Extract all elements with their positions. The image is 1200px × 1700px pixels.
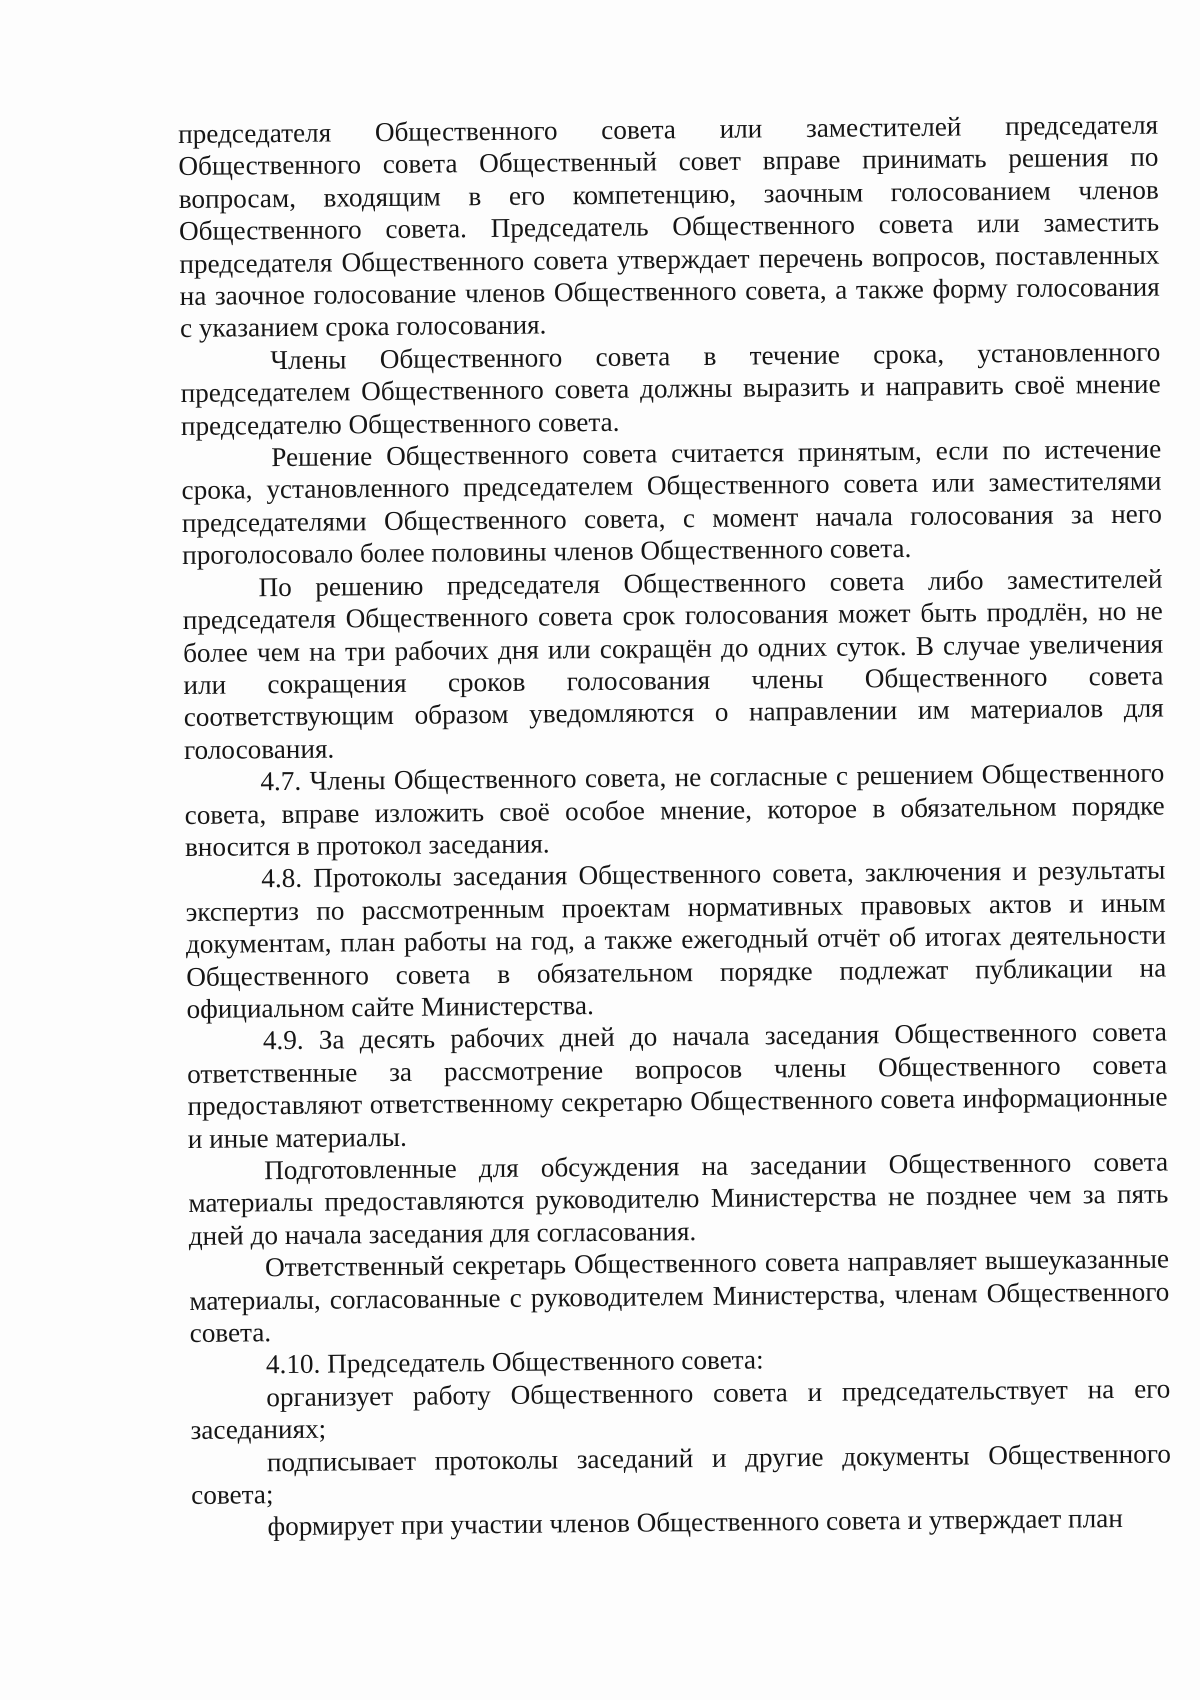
paragraph-materials-approval: Подготовленные для обсуждения на заседании Общественного совета материалы предоставляются руководителю Министерства не позднее чем за пять дней до начала заседания для согласования.: [188, 1146, 1169, 1251]
paragraph-voting-term: По решению председателя Общественного совета либо заместителей председателя Общественного совета срок голосования может быть продлён, но не более чем на три рабочих дня или сокращён до одних суток. В случае увеличения или сокращения сроков голосования члены Общественного совета соответствующим образом уведомляются о направлении им материалов для голосования.: [182, 563, 1164, 765]
paragraph-secretary-sends: Ответственный секретарь Общественного совета направляет вышеуказанные материалы, согласованные с руководителем Министерства, членам Общественного совета.: [189, 1243, 1170, 1348]
paragraph-4-9: 4.9. За десять рабочих дней до начала заседания Общественного совета ответственные за рассмотрение вопросов члены Общественного совета предоставляют ответственному секретарю Общественного совета информационные и иные материалы.: [187, 1016, 1168, 1154]
document-body: [178, 109, 1172, 1544]
paragraph-decision-adopted: Решение Общественного совета считается принятым, если по истечение срока, установленного председателем Общественного совета или заместителями председателями Общественного совета, с момент начала голосования за него проголосовало более половины членов Общественного совета.: [181, 433, 1162, 571]
paragraph-forms-plan: формирует при участии членов Общественного совета и утверждает план: [267, 1503, 1123, 1542]
paragraph-signs-protocols: подписывает протоколы заседаний и другие документы Общественного совета;: [191, 1438, 1172, 1510]
paragraph-4-10: 4.10. Председатель Общественного совета:: [265, 1344, 764, 1380]
paragraph-organizes-work: организует работу Общественного совета и председательствует на его заседаниях;: [190, 1373, 1171, 1446]
paragraph-member-opinion: Члены Общественного совета в течение срока, установленного председателем Общественного совета должны выразить и направить своё мнение председателю Общественного совета.: [180, 336, 1161, 441]
paragraph-remote-voting: председателя Общественного совета или заместителей председателя Общественного совета Общественный совет вправе принимать решения по вопросам, входящим в его компетенцию, заочным голосованием членов Общественного совета. Председатель Общественного совета или заместить председателя Общественного совета утверждает перечень вопросов, поставленных на заочное голосование членов Общественного совета, а также форму голосования с указанием срока голосования.: [178, 109, 1160, 344]
paragraph-4-7: 4.7. Члены Общественного совета, не согласные с решением Общественного совета, вправе изложить своё особое мнение, которое в обязательном порядке вносится в протокол заседания.: [184, 757, 1165, 862]
paragraph-4-8: 4.8. Протоколы заседания Общественного совета, заключения и результаты экспертиз по рассмотренным проектам нормативных правовых актов и иным документам, план работы на год, а также ежегодный отчёт об итогах деятельности Общественного совета в обязательном порядке подлежат публикации на официальном сайте Министерства.: [185, 854, 1167, 1024]
